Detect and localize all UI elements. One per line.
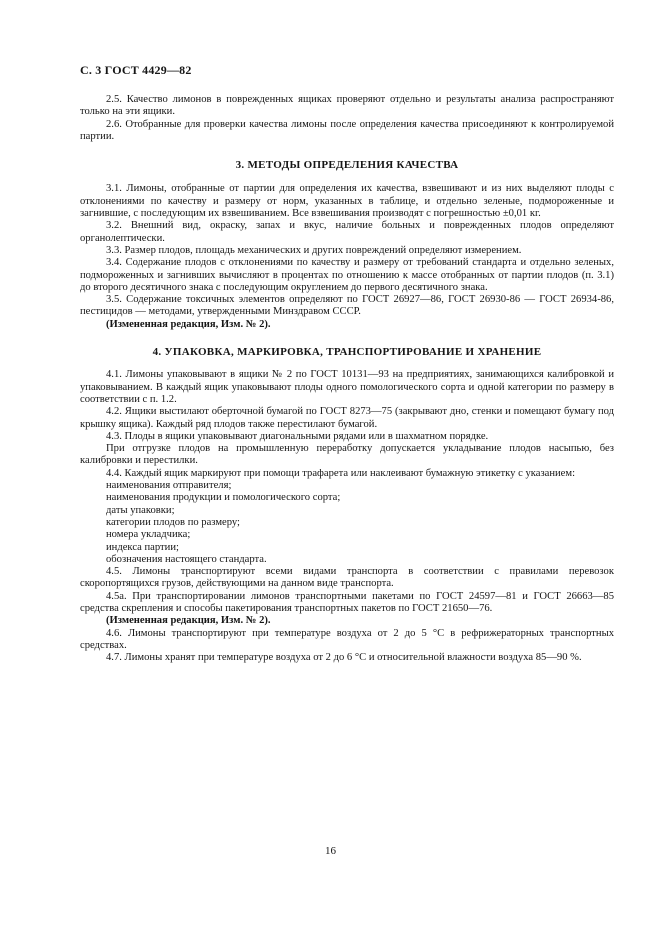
paragraph-4-7: 4.7. Лимоны хранят при температуре воздуха от 2 до 6 °С и относительной влажности воздуха 85—90 %. xyxy=(106,652,582,664)
section-4-heading: 4. УПАКОВКА, МАРКИРОВКА, ТРАНСПОРТИРОВАНИЕ И ХРАНЕНИЕ xyxy=(152,346,542,359)
paragraph-4-3: 4.3. Плоды в ящики упаковывают диагональными рядами или в шахматном порядке. xyxy=(106,430,489,442)
marking-list-item: наименования отправителя; xyxy=(106,480,232,492)
paragraph-3-2: 3.2. Внешний вид, окраску, запах и вкус, наличие больных и поврежденных плодов определяют органолептически. xyxy=(80,220,614,244)
paragraph-4-3-note: При отгрузке плодов на промышленную переработку допускается укладывание плодов насыпью, без калибровки и перестилки. xyxy=(80,443,614,467)
paragraph-4-6: 4.6. Лимоны транспортируют при температуре воздуха от 2 до 5 °С в рефрижераторных транспортных средствах. xyxy=(80,627,614,651)
paragraph-4-2: 4.2. Ящики выстилают оберточной бумагой по ГОСТ 8273—75 (закрывают дно, стенки и помещают бумагу под крышку ящика). Каждый ряд плодов также перестилают бумагой. xyxy=(80,406,614,430)
page-body xyxy=(80,94,614,664)
paragraph-4-4: 4.4. Каждый ящик маркируют при помощи трафарета или наклеивают бумажную этикетку с указанием: xyxy=(106,467,576,479)
section-3-heading: 3. МЕТОДЫ ОПРЕДЕЛЕНИЯ КАЧЕСТВА xyxy=(235,159,459,172)
running-head: С. 3 ГОСТ 4429—82 xyxy=(80,63,192,77)
paragraph-4-5a: 4.5а. При транспортировании лимонов транспортными пакетами по ГОСТ 24597—81 и ГОСТ 26663—85 средства скрепления и способы пакетирования транспортных пакетов по ГОСТ 21650—76. xyxy=(80,590,614,614)
paragraph-4-5: 4.5. Лимоны транспортируют всеми видами транспорта в соответствии с правилами перевозок скоропортящихся грузов, действующими на данном виде транспорта. xyxy=(80,566,614,590)
paragraph-4-1: 4.1. Лимоны упаковывают в ящики № 2 по ГОСТ 10131—93 на предприятиях, занимающихся калибровкой и упаковыванием. В каждый ящик упаковывают плоды одного помологического сорта и одной категории по размеру в соответствии с п. 1.2. xyxy=(80,369,614,405)
marking-list-item: категории плодов по размеру; xyxy=(106,516,241,528)
paragraph-3-4: 3.4. Содержание плодов с отклонениями по качеству и размеру от требований стандарта и отдельно зеленых, подмороженных и загнивших вычисляют в процентах по отношению к массе отобранных от партии плодов (п. 3.1) до второго десятичного знака с последующим округлением до первого десятичного знака. xyxy=(80,257,614,293)
marking-list-item: наименования продукции и помологического сорта; xyxy=(106,492,341,504)
paragraph-3-1: 3.1. Лимоны, отобранные от партии для определения их качества, взвешивают и из них выделяют плоды с отклонениями по качеству и размеру от норм, указанных в таблице, и отдельно зеленые, подмороженные и загнившие, с последующим их взвешиванием. Все взвешивания производят с погрешностью ±0,01 кг. xyxy=(80,183,614,220)
amendment-note-section-4: (Измененная редакция, Изм. № 2). xyxy=(106,615,271,627)
marking-list-item: индекса партии; xyxy=(106,541,179,553)
marking-list-item: обозначения настоящего стандарта. xyxy=(106,553,267,565)
amendment-note-section-3: (Измененная редакция, Изм. № 2). xyxy=(106,318,271,330)
paragraph-2-6: 2.6. Отобранные для проверки качества лимоны после определения качества присоединяют к контролируемой партии. xyxy=(80,118,614,142)
paragraph-3-5: 3.5. Содержание токсичных элементов определяют по ГОСТ 26927—86, ГОСТ 26930-86 — ГОСТ 26934-86, пестицидов — методами, утвержденными Минздравом СССР. xyxy=(80,294,614,318)
marking-list-item: даты упаковки; xyxy=(106,504,175,516)
marking-list-item: номера укладчика; xyxy=(106,529,191,541)
paragraph-3-3: 3.3. Размер плодов, площадь механических и других повреждений определяют измерением. xyxy=(106,244,522,256)
page-number: 16 xyxy=(325,845,336,857)
paragraph-2-5: 2.5. Качество лимонов в поврежденных ящиках проверяют отдельно и результаты анализа распространяют только на эти ящики. xyxy=(80,94,614,118)
